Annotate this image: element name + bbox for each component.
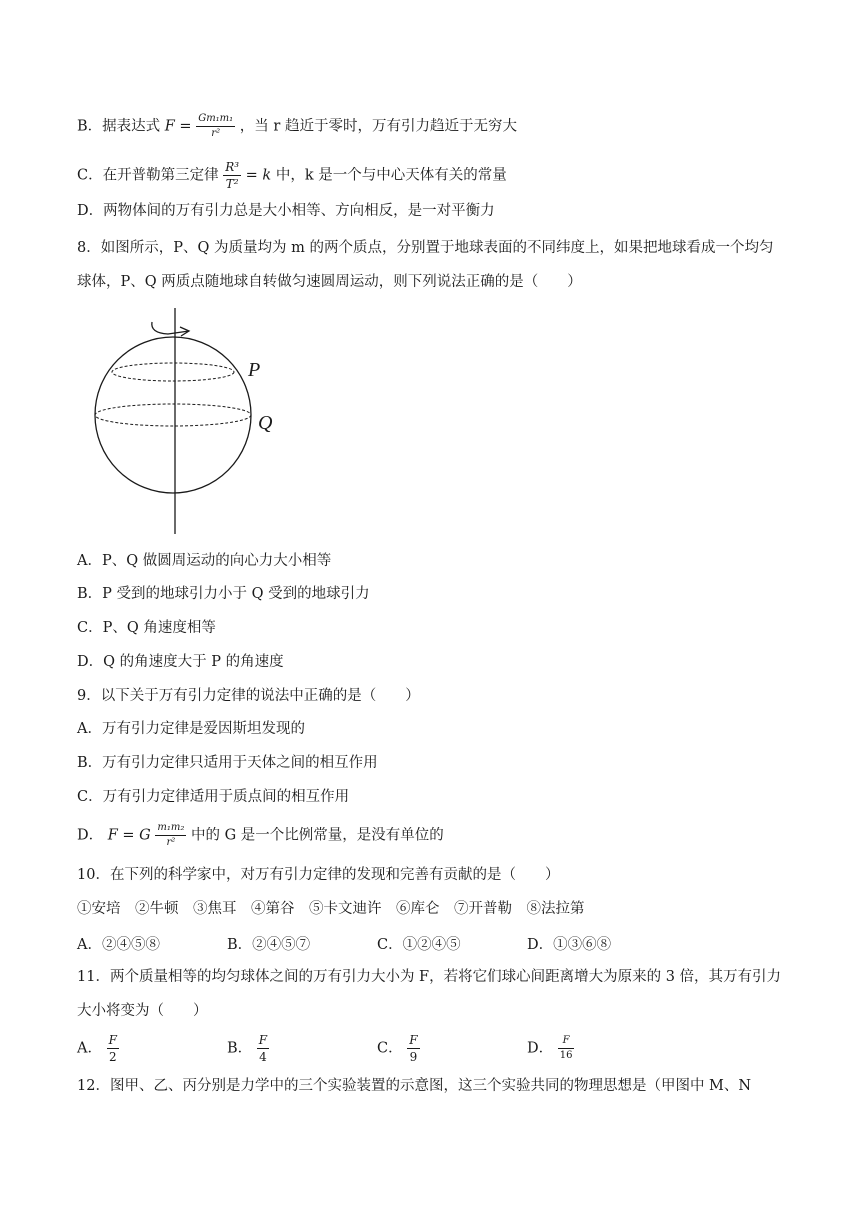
q11-option-c: C． $\frac{F}{9}$ xyxy=(377,1033,418,1064)
q7-b-fraction: $\frac{\text{Gm₁m₁}}{\text{r²}}$ xyxy=(198,113,234,139)
q7-option-d: D．两物体间的万有引力总是大小相等、方向相反，是一对平衡力 xyxy=(77,203,495,219)
q11-option-b: B． $\frac{F}{4}$ xyxy=(227,1033,268,1064)
q8-option-b: B．P 受到的地球引力小于 Q 受到的地球引力 xyxy=(77,586,370,602)
q9-option-d: D． F = G $\frac{\text{m₁m₂}}{\text{r²}}$ 中的 G 是一个比例常量，是没有单位的 xyxy=(77,822,444,848)
q7-option-b: B．据表达式 F = $\frac{\text{Gm₁m₁}}{\text{r²}}$ ，当 r 趋近于零时，万有引力趋近于无穷大 xyxy=(77,113,517,139)
q12-stem: 12．图甲、乙、丙分别是力学中的三个实验装置的示意图，这三个实验共同的物理思想是（甲图中 M、N xyxy=(77,1078,752,1094)
q11-option-d: D． $\frac{F}{16}$ xyxy=(527,1035,573,1061)
label-q: Q xyxy=(258,412,273,434)
q10-option-a: A．②④⑤⑧ xyxy=(77,937,160,953)
q8-stem: 8．如图所示，P、Q 为质量均为 m 的两个质点，分别置于地球表面的不同纬度上，如果把地球看成一个均匀球体，P、Q 两质点随地球自转做匀速圆周运动，则下列说法正确的是（ ） xyxy=(77,240,774,290)
q9-stem: 9．以下关于万有引力定律的说法中正确的是（ ） xyxy=(77,688,420,704)
q10-option-d: D．①③⑥⑧ xyxy=(527,937,612,953)
earth-circle xyxy=(95,337,251,493)
q8-option-c: C．P、Q 角速度相等 xyxy=(77,620,216,636)
q11-option-a: A． $\frac{F}{2}$ xyxy=(77,1033,117,1064)
q7-b-formula-lhs: F = xyxy=(164,118,192,135)
q7-option-c: C．在开普勒第三定律 $\frac{\text{R³}}{\text{T²}}$ = k 中，k 是一个与中心天体有关的常量 xyxy=(77,160,507,191)
q8-option-a: A．P、Q 做圆周运动的向心力大小相等 xyxy=(77,553,332,569)
label-p: P xyxy=(248,359,261,381)
q9-option-b: B．万有引力定律只适用于天体之间的相互作用 xyxy=(77,755,378,771)
q8-option-d: D．Q 的角速度大于 P 的角速度 xyxy=(77,654,284,670)
q9-d-fraction: $\frac{\text{m₁m₂}}{\text{r²}}$ xyxy=(157,822,185,848)
q10-scientist-list: ①安培 ②牛顿 ③焦耳 ④第谷 ⑤卡文迪许 ⑥库仑 ⑦开普勒 ⑧法拉第 xyxy=(77,901,585,917)
q10-option-b: B．②④⑤⑦ xyxy=(227,937,311,953)
q10-option-c: C．①②④⑤ xyxy=(377,937,461,953)
equator-circle-q xyxy=(95,404,251,426)
q9-option-c: C．万有引力定律适用于质点间的相互作用 xyxy=(77,789,350,805)
q11-stem: 11．两个质量相等的均匀球体之间的万有引力大小为 F，若将它们球心间距离增大为原来的 3 倍，其万有引力大小将变为（ ） xyxy=(77,969,782,1019)
q10-stem: 10．在下列的科学家中，对万有引力定律的发现和完善有贡献的是（ ） xyxy=(77,867,560,883)
q7-c-fraction: $\frac{\text{R³}}{\text{T²}}$ xyxy=(225,160,240,191)
latitude-circle-p xyxy=(112,363,234,381)
q9-option-a: A．万有引力定律是爱因斯坦发现的 xyxy=(77,721,305,737)
globe-diagram xyxy=(88,305,288,537)
